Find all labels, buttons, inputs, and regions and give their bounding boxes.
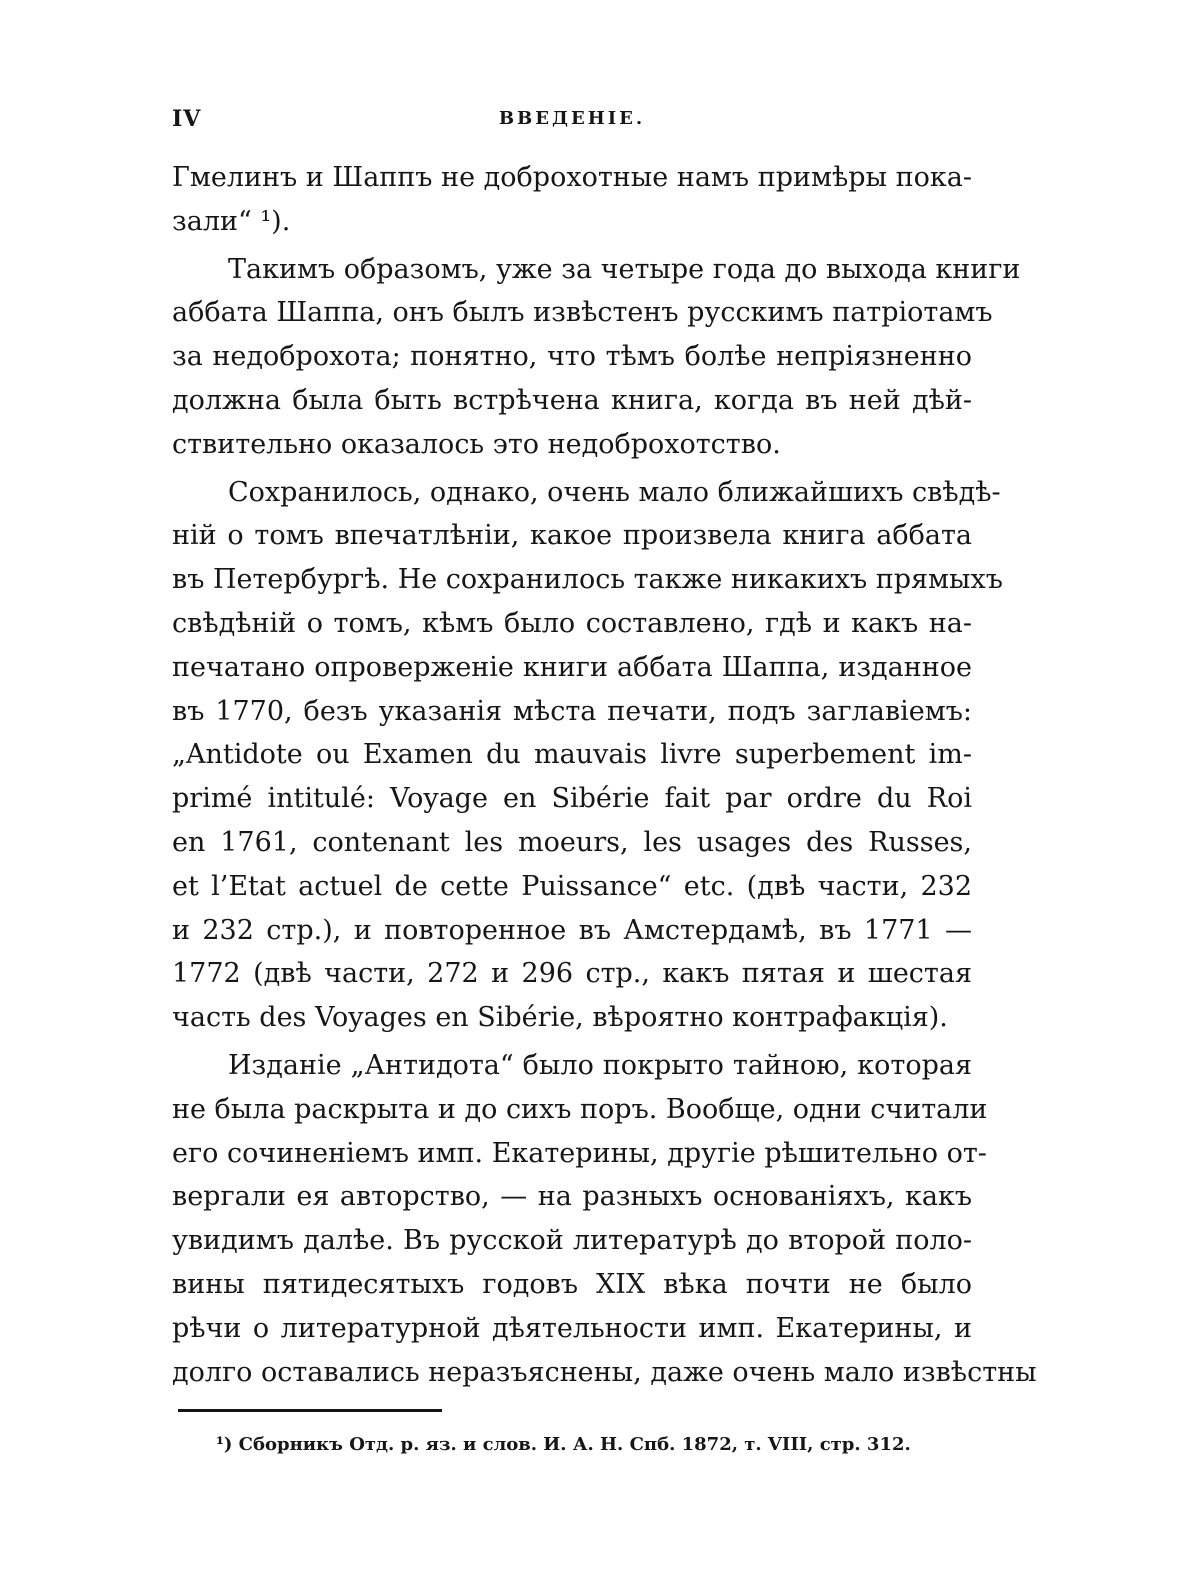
- text-line: primé intitulé: Voyage en Sibérie fait par ordre du Roi: [172, 783, 972, 815]
- text-line: часть des Voyages en Sibérie, вѣроятно контрафакція).: [172, 1002, 948, 1034]
- page-header: [172, 106, 972, 136]
- text-line: не была раскрыта и до сихъ поръ. Вообще, одни считали: [172, 1093, 988, 1125]
- text-line: Изданіе „Антидота“ было покрыто тайною, которая: [228, 1049, 972, 1081]
- text-line: аббата Шаппа, онъ былъ извѣстенъ русскимъ патріотамъ: [172, 297, 993, 329]
- text-line: его сочиненіемъ имп. Екатерины, другіе рѣшительно от-: [172, 1137, 987, 1169]
- text-line: за недоброхота; понятно, что тѣмъ болѣе непріязненно: [172, 341, 972, 373]
- text-line: зали“ ¹).: [172, 205, 291, 237]
- paragraph-4: [172, 1044, 1037, 1394]
- text-line: и 232 стр.), и повторенное въ Амстердамѣ, въ 1771 —: [172, 914, 972, 946]
- text-line: 1772 (двѣ части, 272 и 296 стр., какъ пятая и шестая: [172, 958, 972, 990]
- text-line: вины пятидесятыхъ годовъ XIX вѣка почти не было: [172, 1268, 972, 1300]
- text-line: Такимъ образомъ, уже за четыре года до выхода книги: [228, 253, 1021, 285]
- paragraph-3: [172, 471, 1003, 1040]
- text-line: вергали ея авторство, — на разныхъ основаніяхъ, какъ: [172, 1181, 972, 1213]
- footnote: ¹) Сборникъ Отд. р. яз. и слов. И. А. Н. Спб. 1872, т. VIII, стр. 312.: [216, 1434, 911, 1455]
- text-line: „Antidote ou Examen du mauvais livre superbement im-: [172, 739, 972, 771]
- text-line: en 1761, contenant les moeurs, les usages des Russes,: [172, 826, 972, 858]
- text-line: свѣдѣній о томъ, кѣмъ было составлено, гдѣ и какъ на-: [172, 607, 972, 639]
- text-line: печатано опроверженіе книги аббата Шаппа, изданное: [172, 651, 972, 683]
- text-line: въ 1770, безъ указанія мѣста печати, подъ заглавіемъ:: [172, 695, 972, 727]
- text-line: рѣчи о литературной дѣятельности имп. Екатерины, и: [172, 1312, 972, 1344]
- paragraph-2: [172, 248, 1021, 467]
- text-line: долго оставались неразъяснены, даже очень мало извѣстны: [172, 1356, 1037, 1388]
- text-line: Гмелинъ и Шаппъ не доброхотные намъ примѣры пока-: [172, 162, 972, 193]
- text-line: увидимъ далѣе. Въ русской литературѣ до второй поло-: [172, 1225, 972, 1257]
- body-text: [172, 156, 1037, 1394]
- page-number: IV: [172, 106, 202, 132]
- text-line: должна была быть встрѣчена книга, когда въ ней дѣй-: [172, 384, 972, 416]
- running-title: ВВЕДЕНІЕ.: [498, 108, 646, 129]
- text-line: et l’Etat actuel de cette Puissance“ etc. (двѣ части, 232: [172, 870, 972, 902]
- text-line: ствительно оказалось это недоброхотство.: [172, 428, 781, 460]
- book-page: [172, 96, 1037, 1556]
- footnote-divider: [178, 1409, 442, 1412]
- text-line: ній о томъ впечатлѣніи, какое произвела книга аббата: [172, 520, 972, 552]
- text-line: Сохранилось, однако, очень мало ближайшихъ свѣдѣ-: [228, 476, 1001, 508]
- text-line: въ Петербургѣ. Не сохранилось также никакихъ прямыхъ: [172, 564, 1003, 596]
- paragraph-1: [172, 156, 972, 244]
